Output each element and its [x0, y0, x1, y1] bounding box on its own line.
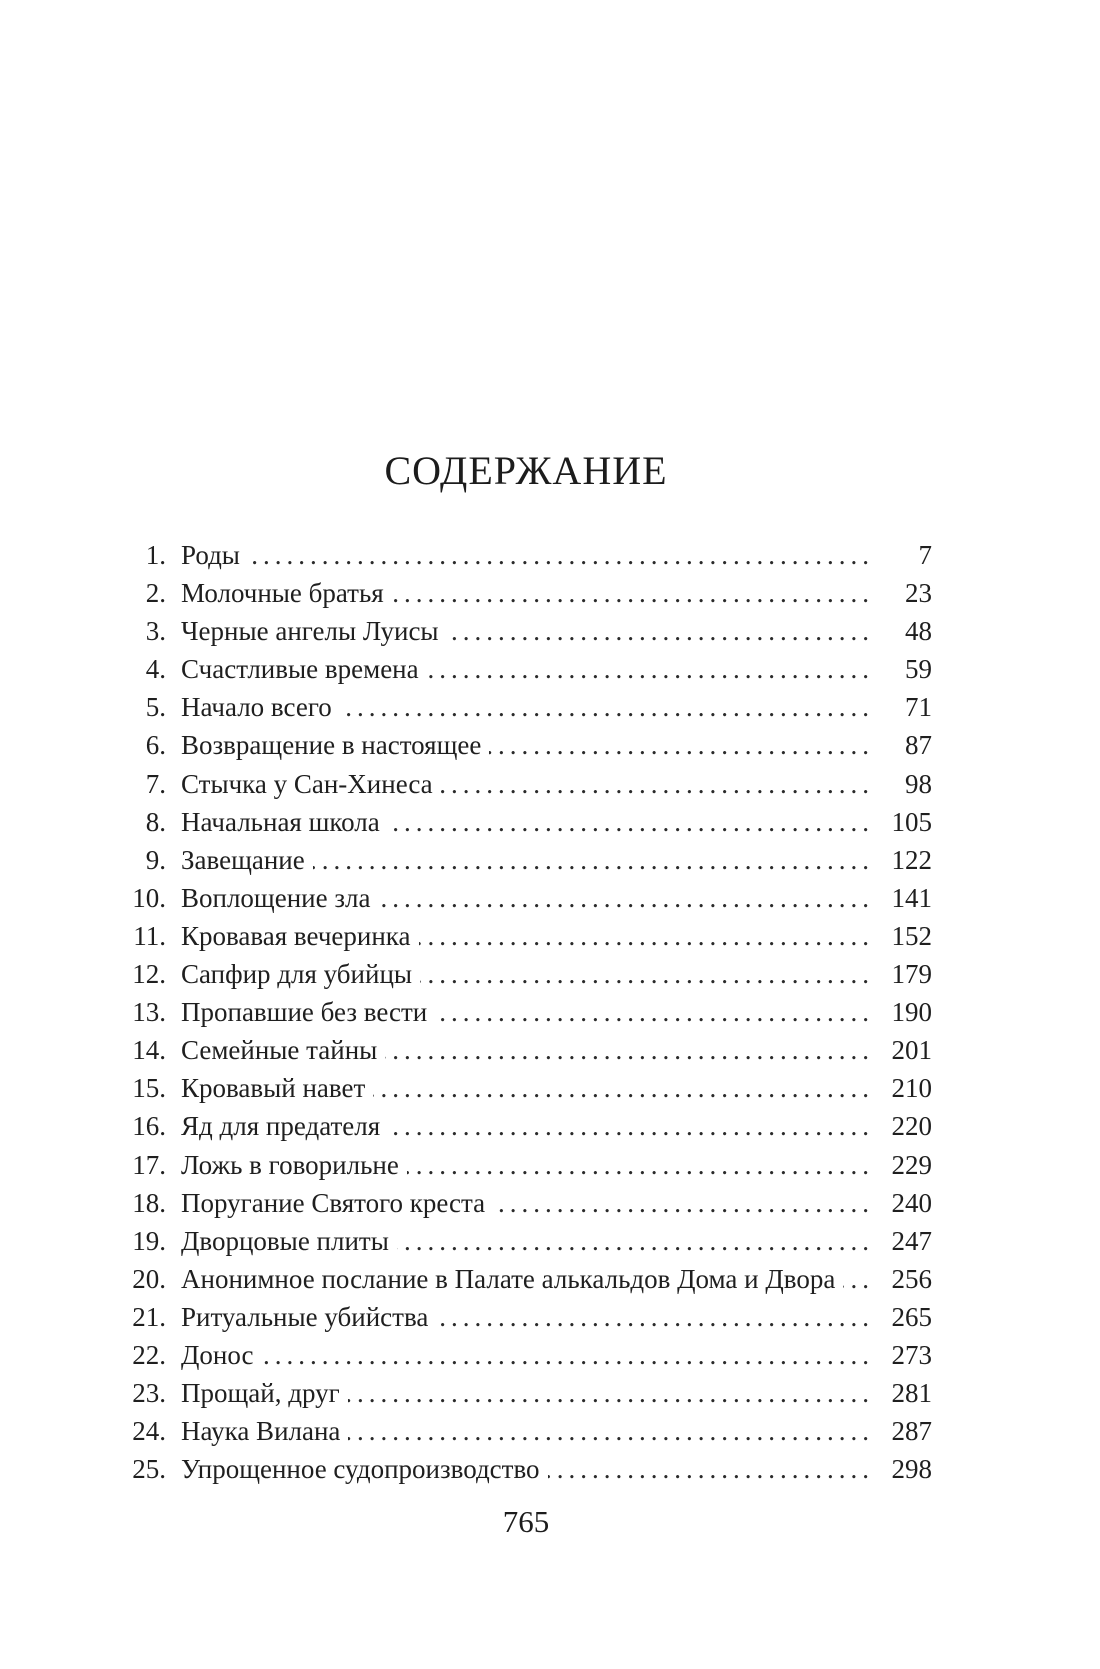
toc-entry-page: 256: [891, 1263, 932, 1294]
toc-entry-page: 87: [905, 730, 932, 761]
toc-entry-title: Упрощенное судопроизводство: [181, 1454, 540, 1485]
toc-entry: [120, 1374, 932, 1412]
toc-entry-number: 7.: [145, 768, 166, 799]
toc-entry-page: 265: [891, 1301, 932, 1332]
toc-entry: [120, 1031, 932, 1069]
toc-entry-number: 21.: [132, 1301, 166, 1332]
toc-entry: [120, 1184, 932, 1222]
toc-entry: [120, 1260, 932, 1298]
toc-entry-number: 18.: [132, 1187, 166, 1218]
toc-entry-number: 13.: [132, 997, 166, 1028]
toc-entry-page: 273: [891, 1339, 932, 1370]
toc-entry-title: Прощай, друг: [181, 1378, 340, 1409]
toc-entry-number: 20.: [132, 1263, 166, 1294]
toc-entry-page: 105: [891, 806, 932, 837]
dot-leader: [348, 1412, 874, 1450]
toc-entry-number: 15.: [132, 1073, 166, 1104]
dot-leader: [313, 841, 874, 879]
toc-entry-page: 287: [891, 1416, 932, 1447]
toc-entry-title: Молочные братья: [181, 578, 384, 609]
dot-leader: [419, 917, 875, 955]
toc-entry: [120, 574, 932, 612]
toc-entry-title: Наука Вилана: [181, 1416, 341, 1447]
toc-entry-number: 3.: [145, 616, 166, 647]
dot-leader: [420, 955, 874, 993]
toc-entry-title: Завещание: [181, 844, 305, 875]
dot-leader: [436, 1298, 874, 1336]
toc-entry-number: 8.: [145, 806, 166, 837]
toc-entry-page: 210: [891, 1073, 932, 1104]
toc-entry-title: Черные ангелы Луисы: [181, 616, 439, 647]
dot-leader: [441, 765, 874, 803]
toc-entry-page: 179: [891, 959, 932, 990]
toc-entry: [120, 650, 932, 688]
page-title: СОДЕРЖАНИЕ: [384, 448, 668, 493]
toc-entry-page: 23: [905, 578, 932, 609]
toc-entry: [120, 612, 932, 650]
toc-entry-page: 98: [905, 768, 932, 799]
toc-entry: [120, 841, 932, 879]
toc-entry-number: 10.: [132, 882, 166, 913]
toc-entry-page: 220: [891, 1111, 932, 1142]
toc-entry-page: 7: [918, 540, 932, 570]
dot-leader: [489, 726, 874, 764]
toc-entry: [120, 765, 932, 803]
toc-entry-page: 247: [891, 1225, 932, 1256]
dot-leader: [340, 688, 874, 726]
toc-entry-page: 201: [891, 1035, 932, 1066]
dot-leader: [447, 612, 874, 650]
dot-leader: [348, 1374, 874, 1412]
dot-leader: [548, 1450, 874, 1488]
toc-entry-title: Сапфир для убийцы: [181, 959, 413, 990]
toc-entry: [120, 1146, 932, 1184]
dot-leader: [262, 1336, 874, 1374]
toc-entry-page: 298: [891, 1454, 932, 1485]
toc-entry-page: 122: [891, 844, 932, 875]
dot-leader: [407, 1146, 874, 1184]
toc-entry-number: 24.: [132, 1416, 166, 1447]
toc-entry: [120, 726, 932, 764]
toc-entry-page: 281: [891, 1378, 932, 1409]
toc-entry: [120, 1450, 932, 1488]
toc-entry-page: 229: [891, 1149, 932, 1180]
toc-entry-title: Начало всего: [181, 692, 332, 723]
toc-entry-title: Ритуальные убийства: [181, 1301, 429, 1332]
toc-entry-page: 71: [905, 692, 932, 723]
toc-entry-title: Пропавшие без вести: [181, 997, 428, 1028]
folio-page-number: 765: [502, 1504, 550, 1540]
toc-entry: [120, 803, 932, 841]
toc-entry-number: 16.: [132, 1111, 166, 1142]
toc-entry-number: 1.: [145, 540, 166, 570]
toc-entry-number: 2.: [145, 578, 166, 609]
toc-entry-title: Яд для предателя: [181, 1111, 381, 1142]
toc-entry-title: Стычка у Сан-Хинеса: [181, 768, 433, 799]
toc-entry-number: 6.: [145, 730, 166, 761]
dot-leader: [388, 803, 874, 841]
toc-entry-number: 9.: [145, 844, 166, 875]
dot-leader: [427, 650, 874, 688]
toc-entry-title: Ложь в говорильне: [181, 1149, 399, 1180]
toc-entry-page: 152: [891, 920, 932, 951]
toc-entry-number: 4.: [145, 654, 166, 685]
toc-entry-title: Кровавый навет: [181, 1073, 366, 1104]
dot-leader: [392, 574, 874, 612]
toc-entry-page: 59: [905, 654, 932, 685]
toc-list: [120, 536, 932, 1488]
toc-entry: [120, 1336, 932, 1374]
toc-entry-title: Счастливые времена: [181, 654, 419, 685]
toc-entry: [120, 1069, 932, 1107]
toc-entry: [120, 879, 932, 917]
toc-entry-title: Начальная школа: [181, 806, 380, 837]
toc-entry-title: Поругание Святого креста: [181, 1187, 486, 1218]
toc-entry-number: 12.: [132, 959, 166, 990]
toc-entry: [120, 955, 932, 993]
toc-entry: [120, 993, 932, 1031]
dot-leader: [373, 1069, 874, 1107]
toc-entry-title: Возвращение в настоящее: [181, 730, 482, 761]
toc-entry-page: 141: [891, 882, 932, 913]
toc-content: [120, 448, 932, 1540]
toc-entry-page: 190: [891, 997, 932, 1028]
toc-entry-title: Донос: [181, 1339, 254, 1370]
toc-entry-title: Анонимное послание в Палате алькальдов Дома и Двора: [181, 1263, 836, 1294]
toc-entry-title: Воплощение зла: [181, 882, 371, 913]
toc-entry-title: Семейные тайны: [181, 1035, 378, 1066]
toc-entry: [120, 688, 932, 726]
toc-entry-title: Дворцовые плиты: [181, 1225, 389, 1256]
toc-entry-title: Кровавая вечеринка: [181, 920, 411, 951]
toc-entry-number: 17.: [132, 1149, 166, 1180]
toc-entry: [120, 1107, 932, 1145]
toc-entry-number: 11.: [133, 920, 166, 951]
dot-leader: [378, 879, 874, 917]
toc-entry-number: 14.: [132, 1035, 166, 1066]
dot-leader: [248, 536, 874, 574]
toc-entry-number: 25.: [132, 1454, 166, 1485]
toc-entry-title: Роды: [181, 540, 240, 570]
toc-entry: [120, 917, 932, 955]
dot-leader: [388, 1107, 874, 1145]
dot-leader: [435, 993, 874, 1031]
toc-entry: [120, 1412, 932, 1450]
toc-entry-page: 240: [891, 1187, 932, 1218]
toc-entry-number: 19.: [132, 1225, 166, 1256]
dot-leader: [843, 1260, 874, 1298]
toc-entry: [120, 536, 932, 574]
dot-leader: [385, 1031, 874, 1069]
dot-leader: [397, 1222, 874, 1260]
toc-entry-number: 5.: [145, 692, 166, 723]
toc-entry: [120, 1222, 932, 1260]
toc-entry-page: 48: [905, 616, 932, 647]
toc-entry-number: 23.: [132, 1378, 166, 1409]
dot-leader: [493, 1184, 874, 1222]
toc-entry-number: 22.: [132, 1339, 166, 1370]
toc-entry: [120, 1298, 932, 1336]
